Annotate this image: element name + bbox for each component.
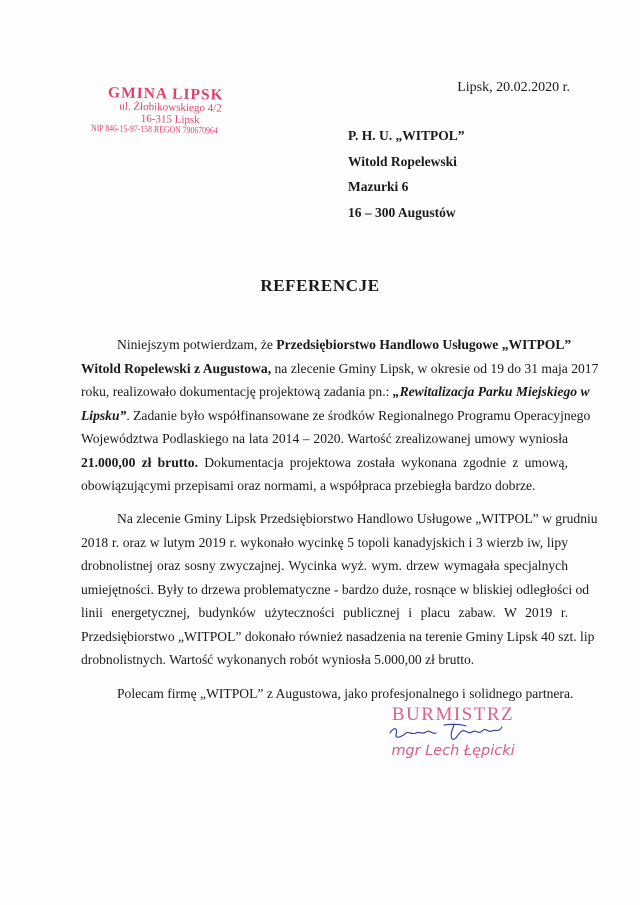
paragraph-line: Przedsiębiorstwo „WITPOL” dokonało również nasadzenia na terenie Gminy Lipsk 40 szt. lip xyxy=(81,628,595,644)
paragraph-line: 2018 r. oraz w lutym 2019 r. wykonało wycinkę 5 topoli kanadyjskich i 3 wierzb iw, lipy xyxy=(81,534,568,550)
text-run: roku, realizowało dokumentację projektową zadania pn.: xyxy=(81,384,393,399)
stamp-postal: 16-315 Lipsk xyxy=(140,112,200,126)
stamp-tax-ids: NIP 846-15-97-158 REGON 790670964 xyxy=(90,123,218,137)
letter-date: Lipsk, 20.02.2020 r. xyxy=(457,80,570,95)
paragraph-line xyxy=(81,454,568,472)
stamp-municipality-name: GMINA LIPSK xyxy=(107,84,224,104)
stamp-person-name: mgr Lech Łępicki xyxy=(391,743,515,759)
paragraph-line: obowiązującymi przepisami oraz normami, a współpraca przebiegła bardzo dobrze. xyxy=(81,478,536,493)
signature-stroke xyxy=(444,724,502,739)
paragraph-line xyxy=(81,383,590,401)
text-run: na zlecenie Gminy Lipsk, w okresie od 19 do 31 maja 2017 xyxy=(271,360,599,376)
paragraph-line: linii energetycznej, budynków użyteczności publicznej i placu zabaw. W 2019 r. xyxy=(81,605,568,620)
paragraph-line xyxy=(117,336,572,354)
paragraph-3: Polecam firmę „WITPOL” z Augustowa, jako profesjonalnego i solidnego partnera. xyxy=(117,686,574,701)
text-run: Niniejszym potwierdzam, że xyxy=(117,337,277,352)
recipient-company: P. H. U. „WITPOL” xyxy=(348,128,465,143)
text-run: . Zadanie było współfinansowane ze środków Regionalnego Programu Operacyjnego xyxy=(126,407,591,423)
project-name-bold-italic: Lipsku” xyxy=(81,407,127,423)
recipient-street: Mazurki 6 xyxy=(348,179,409,194)
signature-stroke xyxy=(390,729,436,737)
recipient-address xyxy=(348,127,465,229)
text-run: Dokumentacja projektowa została wykonana zgodnie z umową, xyxy=(198,454,568,470)
stamp-street: ul. Żłobikowskiego 4/2 xyxy=(119,100,222,115)
paragraph-line xyxy=(81,407,591,425)
paragraph-line xyxy=(81,360,599,378)
paragraph-line: drobnolistnej oraz sosny zwyczajnej. Wycinka wyż. wym. drzew wymagała specjalnych xyxy=(81,558,568,573)
document-title: REFERENCJE xyxy=(260,276,380,295)
paragraph-line: umiejętności. Były to drzewa problematyczne - bardzo duże, rosnące w bliskiej odległości od xyxy=(81,581,590,597)
paragraph-line: Województwa Podlaskiego na lata 2014 – 2020. Wartość zrealizowanej umowy wyniosła xyxy=(81,431,568,446)
company-owner-bold: Witold Ropelewski z Augustowa, xyxy=(81,360,272,376)
paragraph-line: drobnolistnych. Wartość wykonanych robót wyniosła 5.000,00 zł brutto. xyxy=(81,652,475,667)
handwritten-signature xyxy=(386,721,506,743)
recipient-person: Witold Ropelewski xyxy=(348,153,457,169)
project-name-bold-italic: „Rewitalizacja Parku Miejskiego w xyxy=(392,384,590,399)
paragraph-line: Na zlecenie Gminy Lipsk Przedsiębiorstwo Handlowo Usługowe „WITPOL” w grudniu xyxy=(117,511,598,526)
company-name-bold: Przedsiębiorstwo Handlowo Usługowe „WITPOL” xyxy=(276,337,572,352)
municipality-stamp xyxy=(90,84,246,138)
mayor-signature-stamp xyxy=(368,705,538,759)
recipient-city: 16 – 300 Augustów xyxy=(348,204,456,220)
contract-value-bold: 21.000,00 zł brutto. xyxy=(81,454,199,470)
stamp-role: BURMISTRZ xyxy=(391,704,515,725)
